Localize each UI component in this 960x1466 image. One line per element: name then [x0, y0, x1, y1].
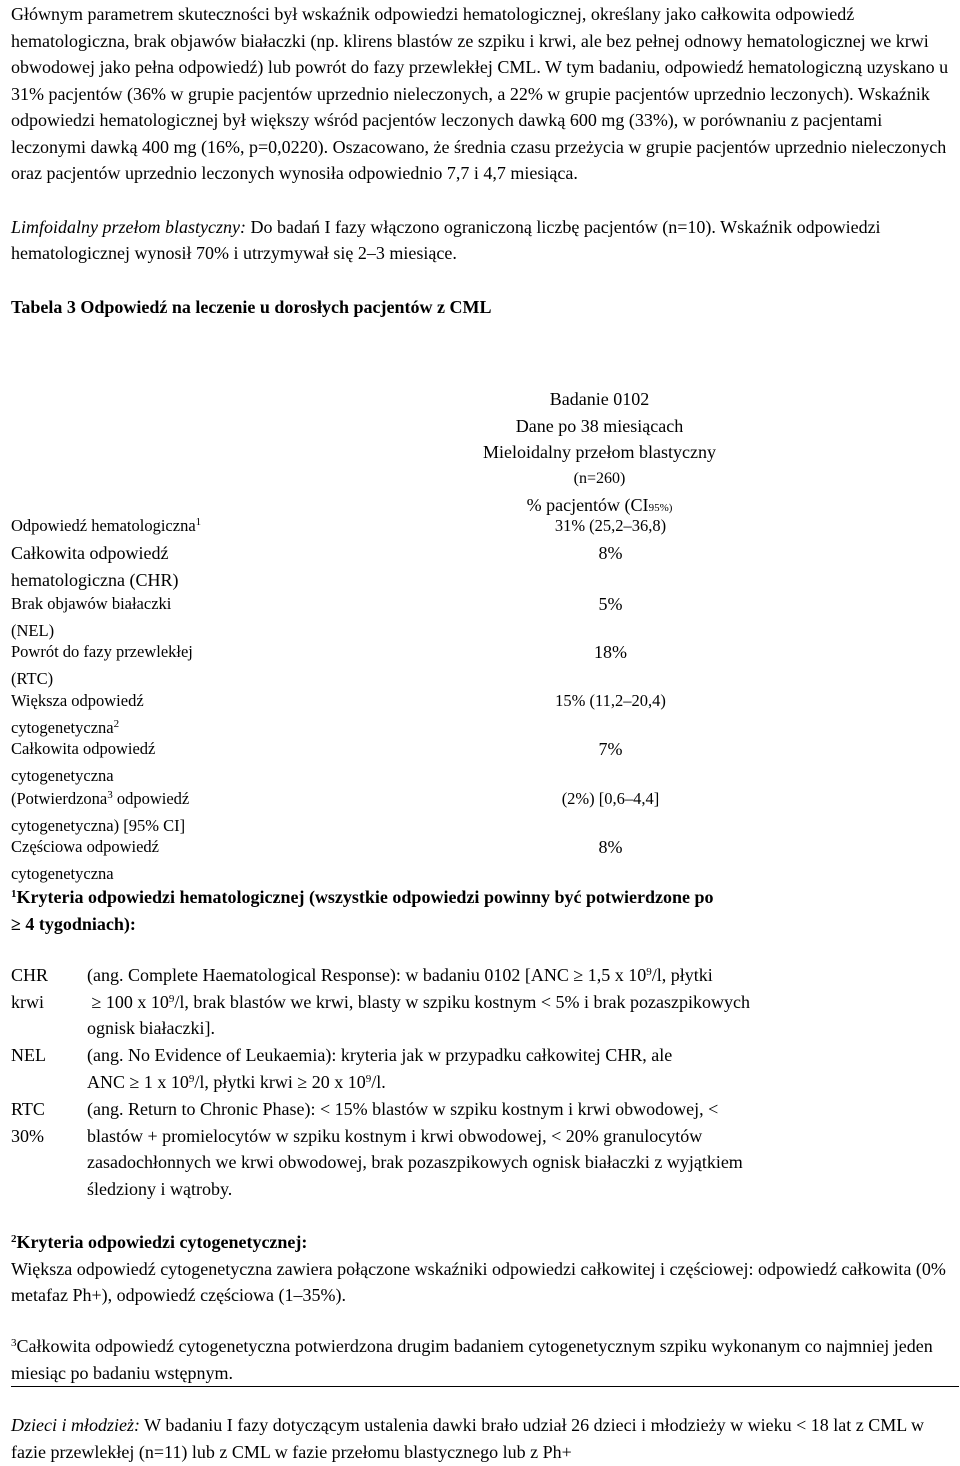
definition-text: (ang. Complete Haematological Response): w badaniu 0102 [ANC ≥ 1,5 x $10^9/l$, płytki ≥ 100 x $10^9/l$, brak blastów we krwi, blasty w szpiku kostnym < 5% i brak pozaszpikowych ognisk białaczki].: [87, 965, 750, 1038]
table-caption: Tabela 3 Odpowiedź na leczenie u dorosłych pacjentów z CML: [11, 296, 492, 317]
row-label: Brak objawów białaczki (NEL): [11, 594, 172, 640]
row-value: 8%: [598, 543, 623, 563]
header-data: Dane po 38 miesiącach: [515, 415, 684, 436]
hematologic-criteria-heading: $^1$Kryteria odpowiedzi hematologicznej (wszystkie odpowiedzi powinny być potwierdzone po ≥ 4 tygodniach):: [11, 887, 714, 934]
row-value: 7%: [598, 739, 623, 759]
lymphoid-crisis-paragraph: [11, 214, 951, 267]
row-value: 18%: [594, 642, 627, 662]
header-phase: Mieloidalny przełom blastyczny: [483, 442, 716, 462]
definition-abbr: RTC 30%: [11, 1099, 45, 1146]
row-value: 31% (25,2–36,8): [554, 516, 667, 535]
row-value: 15% (11,2–20,4): [555, 691, 666, 710]
cytogenetic-criteria-heading: $^2$Kryteria odpowiedzi cytogenetycznej:: [11, 1232, 308, 1252]
row-value: 5%: [598, 594, 623, 614]
row-label: (Potwierdzona$^3$ odpowiedź cytogenetyczna) [95% CI]: [11, 789, 190, 835]
row-value: 8%: [598, 837, 623, 857]
row-label: Całkowita odpowiedź hematologiczna (CHR): [11, 543, 179, 590]
header-study: Badanie 0102: [549, 389, 650, 409]
definition-text: (ang. Return to Chronic Phase): < 15% blastów w szpiku kostnym i krwi obwodowej, < blastów + promielocytów w szpiku kostnym i krwi obwodowej, < 20% granulocytów zasadochłonnych we krwi obwodowej, brak pozaszpikowych ognisk białaczki z wyjątkiem śledziony i wątroby.: [87, 1099, 743, 1199]
row-label: Odpowiedź hematologiczna$^1$: [11, 516, 202, 535]
children-text: W badaniu I fazy dotyczącym ustalenia dawki brało udział 26 dzieci i młodzieży w wieku < 18 lat z CML w fazie przewlekłej (n=11) lub z CML w fazie przełomu blastycznego lub z Ph+: [11, 1415, 925, 1462]
lymphoid-crisis-label: Limfoidalny przełom blastyczny:: [11, 216, 246, 237]
row-value: (2%) [0,6–4,4]: [561, 789, 660, 808]
header-pct: % pacjentów (CI95%): [526, 495, 673, 515]
lymphoid-crisis-text: Do badań I fazy włączono ograniczoną liczbę pacjentów (n=10). Wskaźnik odpowiedzi hematologicznej wynosił 70% i utrzymywał się 2–3 miesiące.: [11, 216, 881, 263]
row-label: Częściowa odpowiedź cytogenetyczna: [11, 837, 159, 883]
children-label: Dzieci i młodzież:: [11, 1415, 140, 1435]
definition-abbr: NEL: [11, 1045, 46, 1065]
footnote-3: $^3$Całkowita odpowiedź cytogenetyczna potwierdzona drugim badaniem cytogenetycznym szpiku wykonanym co najmniej jeden miesiąc po badaniu wstępnym.: [11, 1336, 933, 1383]
row-label: Powrót do fazy przewlekłej (RTC): [11, 642, 193, 688]
intro-paragraph: Głównym parametrem skuteczności był wskaźnik odpowiedzi hematologicznej, określany jako całkowita odpowiedź hematologiczna, brak objawów białaczki (np. klirens blastów ze szpiku i krwi, ale bez pełnej odnowy hematologicznej we krwi obwodowej jako pełna odpowiedź) lub powrót do fazy przewlekłej CML. W tym badaniu, odpowiedź hematologiczną uzyskano u 31% pacjentów (36% w grupie pacjentów uprzednio nieleczonych, a 22% w grupie pacjentów uprzednio leczonych). Wskaźnik odpowiedzi hematologicznej był większy wśród pacjentów leczonych dawką 600 mg (33%), w porównaniu z pacjentami leczonymi dawką 400 mg (16%, p=0,0220). Oszacowano, że średnia czasu przeżycia w grupie pacjentów uprzednio nieleczonych oraz pacjentów uprzednio leczonych wynosiła odpowiednio 7,7 i 4,7 miesiąca.: [11, 4, 949, 183]
children-paragraph: [11, 1412, 960, 1465]
definition-text: (ang. No Evidence of Leukaemia): kryteria jak w przypadku całkowitej CHR, ale ANC ≥ 1 x $10^9/l$, płytki krwi ≥ 20 x $10^9/l$.: [87, 1045, 673, 1092]
table-column-header: [437, 386, 762, 519]
header-n: (n=260): [573, 469, 626, 487]
divider-line: [11, 1386, 959, 1387]
cytogenetic-criteria: [11, 1229, 951, 1309]
cytogenetic-criteria-text: Większa odpowiedź cytogenetyczna zawiera połączone wskaźniki odpowiedzi całkowitej i częściowej: odpowiedź całkowita (0% metafaz Ph+), odpowiedź częściowa (1–35%).: [11, 1258, 946, 1305]
document-page: [11, 0, 951, 320]
definition-abbr: CHR krwi: [11, 965, 49, 1012]
row-label: Całkowita odpowiedź cytogenetyczna: [11, 739, 156, 785]
row-label: Większa odpowiedź cytogenetyczna$^2$: [11, 691, 144, 737]
